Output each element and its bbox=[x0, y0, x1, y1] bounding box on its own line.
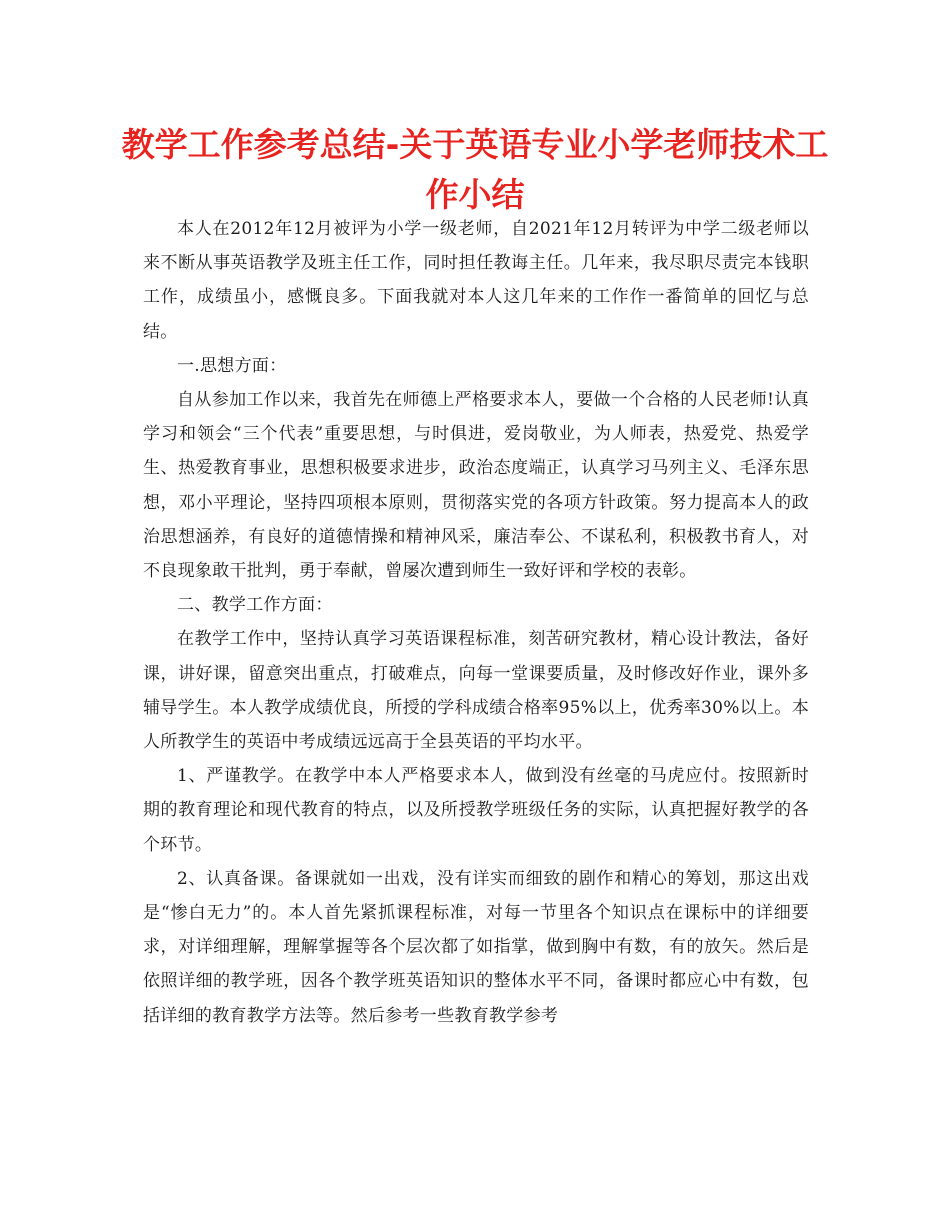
paragraph-teaching: 在教学工作中，坚持认真学习英语课程标准，刻苦研究教材，精心设计教法，备好课，讲好课，留意突出重点，打破难点，向每一堂课要质量，及时修改好作业，课外多辅导学生。本人教学成绩优良，所授的学科成绩合格率95%以上，优秀率30%以上。本人所教学生的英语中考成绩远远高于全县英语的平均水平。 bbox=[143, 629, 809, 753]
document-title: 教学工作参考总结-关于英语专业小学老师技术工作小结 bbox=[121, 125, 829, 214]
paragraph-lesson-prep: 2、认真备课。备课就如一出戏，没有详实而细致的剧作和精心的筹划，那这出戏是“惨白无力”的。本人首先紧抓课程标准，对每一节里各个知识点在课标中的详细要求，对详细理解，理解掌握等各个层次都了如指掌，做到胸中有数，有的放矢。然后是依照详细的教学班，因各个教学班英语知识的整体水平不同，备课时都应心中有数，包括详细的教育教学方法等。然后参考一些教育教学参考 bbox=[143, 868, 809, 1026]
section-heading-thought: 一.思想方面： bbox=[177, 355, 287, 376]
paragraph-intro: 本人在2012年12月被评为小学一级老师，自2021年12月转评为中学二级老师以来不断从事英语教学及班主任工作，同时担任教诲主任。几年来，我尽职尽责完本钱职工作，成绩虽小，感慨良多。下面我就对本人这几年来的工作作一番简单的回忆与总结。 bbox=[143, 219, 809, 342]
document-body bbox=[143, 212, 809, 1033]
paragraph-rigorous-teaching: 1、严谨教学。在教学中本人严格要求本人，做到没有丝毫的马虎应付。按照新时期的教育理论和现代教育的特点，以及所授教学班级任务的实际，认真把握好教学的各个环节。 bbox=[143, 766, 809, 855]
section-heading-teaching: 二、教学工作方面： bbox=[177, 595, 333, 616]
paragraph-thought: 自从参加工作以来，我首先在师德上严格要求本人，要做一个合格的人民老师!认真学习和领会“三个代表”重要思想，与时俱进，爱岗敬业，为人师表，热爱党、热爱学生、热爱教育事业，思想积极要求进步，政治态度端正，认真学习马列主义、毛泽东思想，邓小平理论，坚持四项根本原则，贯彻落实党的各项方针政策。努力提高本人的政治思想涵养，有良好的道德情操和精神风采，廉洁奉公、不谋私利，积极教书育人，对不良现象敢干批判，勇于奉献，曾屡次遭到师生一致好评和学校的表彰。 bbox=[143, 390, 809, 582]
